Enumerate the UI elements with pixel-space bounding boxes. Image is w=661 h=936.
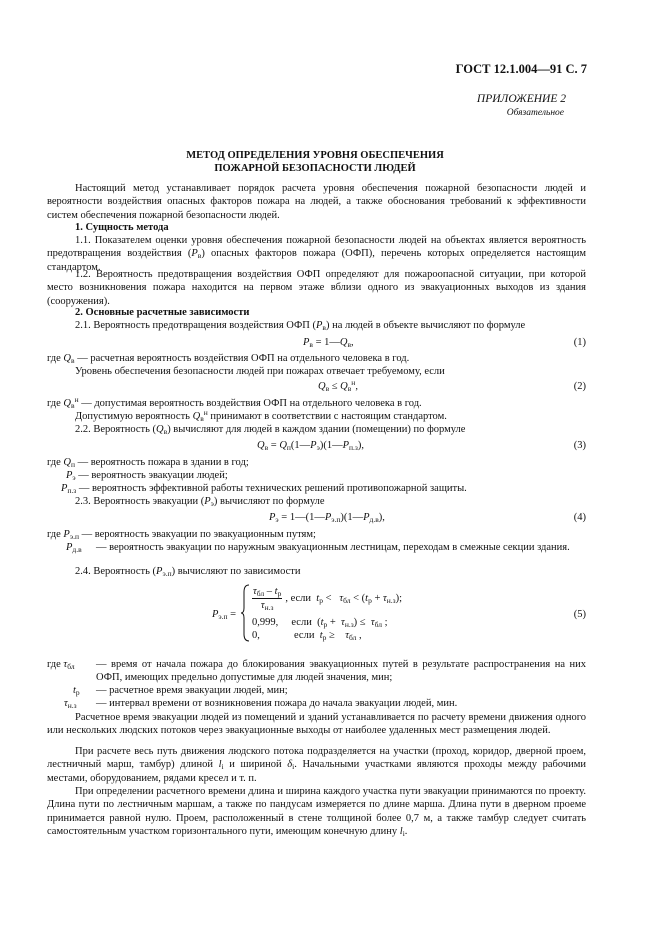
def-pep xyxy=(47,528,316,541)
sub-v: в xyxy=(347,384,352,393)
formula-5-brace xyxy=(240,584,250,642)
sym-q: Q xyxy=(192,411,201,422)
case-3-value: 0, xyxy=(252,630,260,641)
sym-q: Q xyxy=(257,440,265,451)
formula-5-case-3: 0, если $t_р$ ≥ $\tau_{бл}$ , xyxy=(252,630,362,642)
p-2-3 xyxy=(47,495,586,508)
section-title xyxy=(60,150,570,175)
sym-l: l xyxy=(399,826,403,838)
sym-t: t xyxy=(274,586,278,597)
formula-3-number: (3) xyxy=(573,440,586,451)
where-label: где xyxy=(47,398,61,409)
sub-v: в xyxy=(200,414,204,423)
sub-i: i xyxy=(221,762,224,772)
sub-nz: н.з xyxy=(67,701,77,710)
sym-q: Q xyxy=(279,440,287,451)
sub-pz: п.з xyxy=(67,486,77,495)
p-2-1-b: ) на людей в объекте вычисляют по формуле xyxy=(325,320,526,331)
sym-q: Q xyxy=(340,381,348,392)
def-tbl-text: — время от начала пожара до блокирования эвакуационных путей в результате распространения на них ОФП, имеющих предельно допустимые для людей значения, мин; xyxy=(96,659,586,684)
sym-tau: τ xyxy=(370,617,375,628)
p-time-a: При определении расчетного времени длина и ширина каждого участка пути эвакуации принимаются по проекту. Длина пути по лестничным маршам, а также по пандусам измеряется по длине марша. Длина пути в дверном проеме принимается равной нулю. Проем, расположенный в стене толщиной более 0,7 м, а также тамбур следует считать самостоятельным участком горизонтального пути, имеющим конечную длину xyxy=(47,786,586,838)
sym-tau: τ xyxy=(339,592,344,604)
sub-ep: э.п xyxy=(162,569,172,578)
sub-v: в xyxy=(347,340,352,349)
p-adm-b: принимают в соответствии с настоящим стандартом. xyxy=(207,411,447,422)
p-time: При определении расчетного времени длина и ширина каждого участка пути эвакуации принимаются по проекту. Длина пути по лестничным маршам, а также по пандусам измеряется по длине марша. Длина пути в дверном проеме принимается равной нулю. Проем, расположенный в стене толщиной более 0,7 м, а также тамбур следует считать самостоятельным участком горизонтального пути, имеющим конечную длину $l_i$. xyxy=(47,786,586,839)
sub-dv: д.в xyxy=(369,515,379,524)
sub-i: i xyxy=(292,762,295,772)
sym-delta: δ xyxy=(287,759,293,771)
document-header: ГОСТ 12.1.004—91 С. 7 xyxy=(455,62,587,76)
p-2-1 xyxy=(47,319,586,332)
sup-n: н xyxy=(74,395,79,404)
def-qv-text: — расчетная вероятность воздействия ОФП на отдельного человека в год. xyxy=(77,353,410,364)
def-tbl-sym xyxy=(47,658,75,671)
sym-q: Q xyxy=(318,381,326,392)
p-path-b: и шириной xyxy=(223,759,288,771)
case-2-value: 0,999, xyxy=(252,617,279,628)
sub-e: э xyxy=(275,515,279,524)
def-tnz-sym xyxy=(64,697,77,710)
sub-bl: бл xyxy=(374,620,382,629)
def-pep-text: — вероятность эвакуации по эвакуационным путям; xyxy=(81,529,316,540)
sym-l: l xyxy=(218,759,222,771)
sub-r: р xyxy=(368,595,372,605)
p-2-2-b: ) вычисляют для людей в каждом здании (помещении) по формуле xyxy=(167,424,466,435)
sym-p: P xyxy=(66,542,73,553)
p-level: Уровень обеспечения безопасности людей при пожарах отвечает требуемому, если xyxy=(75,366,445,377)
sub-v: в xyxy=(309,340,313,349)
formula-2-number: (2) xyxy=(573,381,586,392)
sym-q: Q xyxy=(156,424,164,435)
sub-nz: н.з xyxy=(264,603,274,612)
def-pe xyxy=(66,469,228,482)
sub-r: р xyxy=(277,589,282,598)
def-qn xyxy=(47,397,422,410)
sub-e: э xyxy=(210,499,214,508)
p-calc: Расчетное время эвакуации людей из помещений и зданий устанавливается по расчету времени движения одного или нескольких людских потоков через эвакуационные выходы от наиболее удаленных мест размещения людей. xyxy=(47,712,586,737)
def-qn-text: — допустимая вероятность воздействия ОФП на отдельного человека в год. xyxy=(81,398,422,409)
case-if: если xyxy=(291,617,312,628)
def-pe-text: — вероятность эвакуации людей; xyxy=(78,470,228,481)
p-2-4-b: ) вычисляют по зависимости xyxy=(171,566,301,577)
p-2-3-a: 2.3. Вероятность эвакуации ( xyxy=(75,496,205,507)
sub-pz: п.з xyxy=(349,443,358,452)
sym-p: P xyxy=(316,320,323,331)
sub-nz: н.з xyxy=(386,595,396,605)
sub-v: в xyxy=(71,356,75,365)
sym-p: P xyxy=(63,529,70,540)
sub-v: в xyxy=(163,427,168,436)
def-tr-text: — расчетное время эвакуации людей, мин; xyxy=(96,685,288,696)
def-qv xyxy=(47,352,409,365)
where-label: где xyxy=(47,457,61,468)
s2-heading: 2. Основные расчетные зависимости xyxy=(75,307,250,318)
def-pdv-text: — вероятность эвакуации по наружным эвакуационным лестницам, переходам в смежные секции здания. xyxy=(96,542,570,553)
sym-q: Q xyxy=(63,353,72,364)
sub-v: в xyxy=(197,251,202,261)
sup-n: н xyxy=(203,408,208,417)
case-1-fraction: $\frac{\tau_{бл} - t_р}{\tau_{н.з}}$ xyxy=(253,586,282,612)
sub-r: р xyxy=(319,595,323,605)
sub-bl: бл xyxy=(256,589,265,598)
sym-p: P xyxy=(342,440,349,451)
sym-tau: τ xyxy=(253,586,257,597)
def-ppz xyxy=(61,482,467,495)
appendix-status: Обязательное xyxy=(506,108,564,118)
sub-i: i xyxy=(402,829,405,839)
sym-tau: τ xyxy=(341,617,345,628)
def-qp xyxy=(47,456,249,469)
f1-op: = 1— xyxy=(315,337,340,348)
p-adm xyxy=(47,410,586,423)
p-1-1-a: 1.1. Показателем оценки уровня обеспечения пожарной безопасности людей на объектах является вероятность предотвращения воздействия ( xyxy=(47,235,586,260)
sub-r: р xyxy=(323,620,328,629)
sub-r: р xyxy=(322,633,327,642)
sym-p: P xyxy=(156,566,163,577)
sym-p: P xyxy=(204,496,211,507)
p-1-2: 1.2. Вероятность предотвращения воздействия ОФП определяют для пожароопасной ситуации, при которой место возникновения пожара находится на первом этаже вблизи одного из эвакуационных выходов из здания (сооружения). xyxy=(47,269,586,307)
sub-e: э xyxy=(316,443,320,452)
sym-p: P xyxy=(66,470,73,481)
p-1-1-b: ) опасных факторов пожара (ОФП), перечень которых определяется настоящим стандартом. xyxy=(47,248,586,273)
sym-p: P xyxy=(212,609,219,620)
sym-p: P xyxy=(363,512,370,523)
sym-tau: τ xyxy=(64,698,68,709)
sub-bl: бл xyxy=(349,633,357,642)
sub-dv: д.в xyxy=(72,545,82,554)
sub-nz: н.з xyxy=(344,620,354,629)
where-label: где xyxy=(47,529,61,540)
formula-5-lhs: $P_{э.п}$ = xyxy=(212,609,237,621)
sym-p: P xyxy=(310,440,317,451)
p-path-c: . Начальными участками являются проходы между рабочими местами, оборудованием, рядами кресел и т. п. xyxy=(47,759,586,784)
where-label: где xyxy=(47,353,61,364)
sym-tau: τ xyxy=(345,630,350,641)
p-2-1-a: 2.1. Вероятность предотвращения воздействия ОФП ( xyxy=(75,320,316,331)
sym-t: t xyxy=(316,592,320,604)
sub-ep: э.п xyxy=(331,515,341,524)
sub-v: в xyxy=(325,384,330,393)
sub-ep: э.п xyxy=(69,532,79,541)
sub-bl: бл xyxy=(343,595,351,605)
formula-4-number: (4) xyxy=(573,512,586,523)
formula-1-number: (1) xyxy=(573,337,586,348)
sym-p: P xyxy=(303,337,310,348)
formula-5-case-1: $\frac{\tau_{бл} - t_р}{\tau_{н.з}}$ , если $t_р < \tau_{бл} < (t_р + \tau_{н.з})$; xyxy=(253,586,403,612)
def-tr-sym xyxy=(73,684,80,697)
appendix-label: ПРИЛОЖЕНИЕ 2 xyxy=(476,93,566,105)
def-pdv-sym xyxy=(66,541,82,554)
p-2-3-b: ) вычисляют по формуле xyxy=(213,496,325,507)
sym-q: Q xyxy=(63,398,72,409)
sym-t: t xyxy=(365,592,369,604)
sym-tau: τ xyxy=(63,659,68,670)
sub-v: в xyxy=(71,401,75,410)
sym-p: P xyxy=(269,512,276,523)
sym-p: P xyxy=(324,512,332,523)
sub-v: в xyxy=(322,323,326,332)
s1-heading: 1. Сущность метода xyxy=(75,222,169,233)
p-2-4 xyxy=(47,565,586,578)
sym-p: P xyxy=(191,248,198,260)
p-2-2 xyxy=(47,423,586,436)
where-label: где xyxy=(47,659,61,670)
p-2-2-a: 2.2. Вероятность ( xyxy=(75,424,157,435)
p-2-4-a: 2.4. Вероятность ( xyxy=(75,566,157,577)
intro-paragraph: Настоящий метод устанавливает порядок расчета уровня обеспечения пожарной безопасности людей и вероятности воздействия опасных факторов пожара на людей, а также обоснования требований к эффективности систем обеспечения пожарной безопасности людей. xyxy=(47,183,586,221)
sub-ep: э.п xyxy=(218,612,228,621)
sub-bl: бл xyxy=(67,662,75,671)
sub-p: п xyxy=(71,460,76,469)
formula-5-case-2: 0,999, если $(t_р + \tau_{н.з}) \le \tau_{бл}$ ; xyxy=(252,617,388,629)
sym-p: P xyxy=(61,483,68,494)
sub-r: р xyxy=(75,688,80,697)
p-adm-a: Допустимую вероятность xyxy=(75,411,193,422)
sym-tau: τ xyxy=(260,600,265,611)
appendix-block xyxy=(477,92,566,120)
sym-t: t xyxy=(73,685,76,696)
case-if: если xyxy=(290,592,312,604)
sub-e: э xyxy=(72,473,76,482)
title-line-1: МЕТОД ОПРЕДЕЛЕНИЯ УРОВНЯ ОБЕСПЕЧЕНИЯ xyxy=(186,150,444,161)
p-path-a: При расчете весь путь движения людского потока подразделяется на участки (проход, коридор, дверной проем, лестничный марш, тамбур) длиной xyxy=(47,746,586,771)
document-page: ГОСТ 12.1.004—91 С. 7 ПРИЛОЖЕНИЕ 2 Обязательное МЕТОД ОПРЕДЕЛЕНИЯ УРОВНЯ ОБЕСПЕЧЕНИЯ ПОЖАРНОЙ БЕЗОПАСНОСТИ ЛЮДЕЙ Настоящий метод устанавливает порядок расчета уровня обеспечения пожарной безопасности людей и вероятности воздействия опасных факторов пожара на людей, а также обоснования требований к эффективности систем обеспечения пожарной безопасности людей. 1. Сущность метода 1.1. Показателем оценки уровня обеспечения пожарной безопасности людей на объектах является вероятность предотвращения воздействия $(P_в)$ опасных факторов пожара (ОФП), перечень которых определяется настоящим стандартом. 1.2. Вероятность предотвращения воздействия ОФП определяют для пожароопасной ситуации, при которой место возникновения пожара находится на первом этаже вблизи одного из эвакуационных выходов из здания (сооружения). 2. Основные расчетные зависимости 2.1. Вероятность предотвращения воздействия ОФП $(P_в)$ на людей в объекте вычисляют по формуле $P_в$ = $1—Q_в$, (1) где $Q_в$ — расчетная вероятность воздействия ОФП на отдельного человека в год. Уровень обеспечения безопасности людей при пожарах отвечает требуемому, если $Q_в \le Q_в^н$, (2) где $Q_в^н$ — допустимая вероятность воздействия ОФП на отдельного человека в год. Допустимую вероятность $Q_в^н$ принимают в соответствии с настоящим стандартом. 2.2. Вероятность $(Q_в)$ вычисляют для людей в каждом здании (помещении) по формуле $Q_в$ = $Q_п(1—P_э)(1—P_{п.з})$, (3) где $Q_п$ — вероятность пожара в здании в год; $P_э$ — вероятность эвакуации людей; $P_{п.з}$ — вероятность эффективной работы технических решений противопожарной защиты. 2.3. Вероятность эвакуации $(P_э)$ вычисляют по формуле $P_э$ = $1—(1—P_{э.п})(1—P_{д.в})$, (4) где $P_{э.п}$ — вероятность эвакуации по эвакуационным путям; $P_{д.в}$ — вероятность эвакуации по наружным эвакуационным лестницам, переходам в смежные секции здания. 2.4. Вероятность $(P_{э.п})$ вычисляют по зависимости $P_{э.п}$ = $\frac{\tau_{бл} - t_р}{\tau_{н.з}}$ , если $t_р < \tau_{бл} < (t_р + \tau_{н.з})$; 0,999, если $(t_р + \tau_{н.з}) \le \tau_{бл}$ ; 0, если $t_р$ ≥ $\tau_{бл}$ , (5) где $\tau_{бл}$ — время от начала пожара до блокирования эвакуационных путей в результате распространения на них ОФП, имеющих предельно допустимые для людей значения, мин; $t_р$ — расчетное время эвакуации людей, мин; $\tau_{н.з}$ — интервал времени от возникновения пожара до начала эвакуации людей, мин. Расчетное время эвакуации людей из помещений и зданий устанавливается по расчету времени движения одного или нескольких людских потоков через эвакуационные выходы от наиболее удаленных мест размещения людей. При расчете весь путь движения людского потока подразделяется на участки (проход, коридор, дверной проем, лестничный марш, тамбур) длиной $l_i$ и шириной $\delta_i$. Начальными участками являются проходы между рабочими местами, оборудованием, рядами кресел и т. п. При определении расчетного времени длина и ширина каждого участка пути эвакуации принимаются по проекту. Длина пути по лестничным маршам, а также по пандусам измеряется по длине марша. Длина пути в дверном проеме принимается равной нулю. Проем, расположенный в стене толщиной более 0,7 м, а также тамбур следует считать самостоятельным участком горизонтального пути, имеющим конечную длину $l_i$. xyxy=(0,0,661,936)
formula-5-number: (5) xyxy=(573,609,586,620)
title-line-2: ПОЖАРНОЙ БЕЗОПАСНОСТИ ЛЮДЕЙ xyxy=(214,162,416,174)
sym-q: Q xyxy=(339,337,348,348)
sym-t: t xyxy=(319,630,323,641)
sym-tau: τ xyxy=(383,592,387,604)
def-ppz-text: — вероятность эффективной работы технических решений противопожарной защиты. xyxy=(78,483,467,494)
sub-v: в xyxy=(264,443,269,452)
sup-n: н xyxy=(351,378,356,387)
case-if: если xyxy=(294,630,315,641)
sub-p: п xyxy=(286,443,291,452)
sym-q: Q xyxy=(63,457,72,468)
p-path xyxy=(47,745,586,785)
sym-t: t xyxy=(320,617,324,628)
def-tnz-text: — интервал времени от возникновения пожара до начала эвакуации людей, мин. xyxy=(96,698,458,709)
def-qp-text: — вероятность пожара в здании в год; xyxy=(77,457,249,468)
